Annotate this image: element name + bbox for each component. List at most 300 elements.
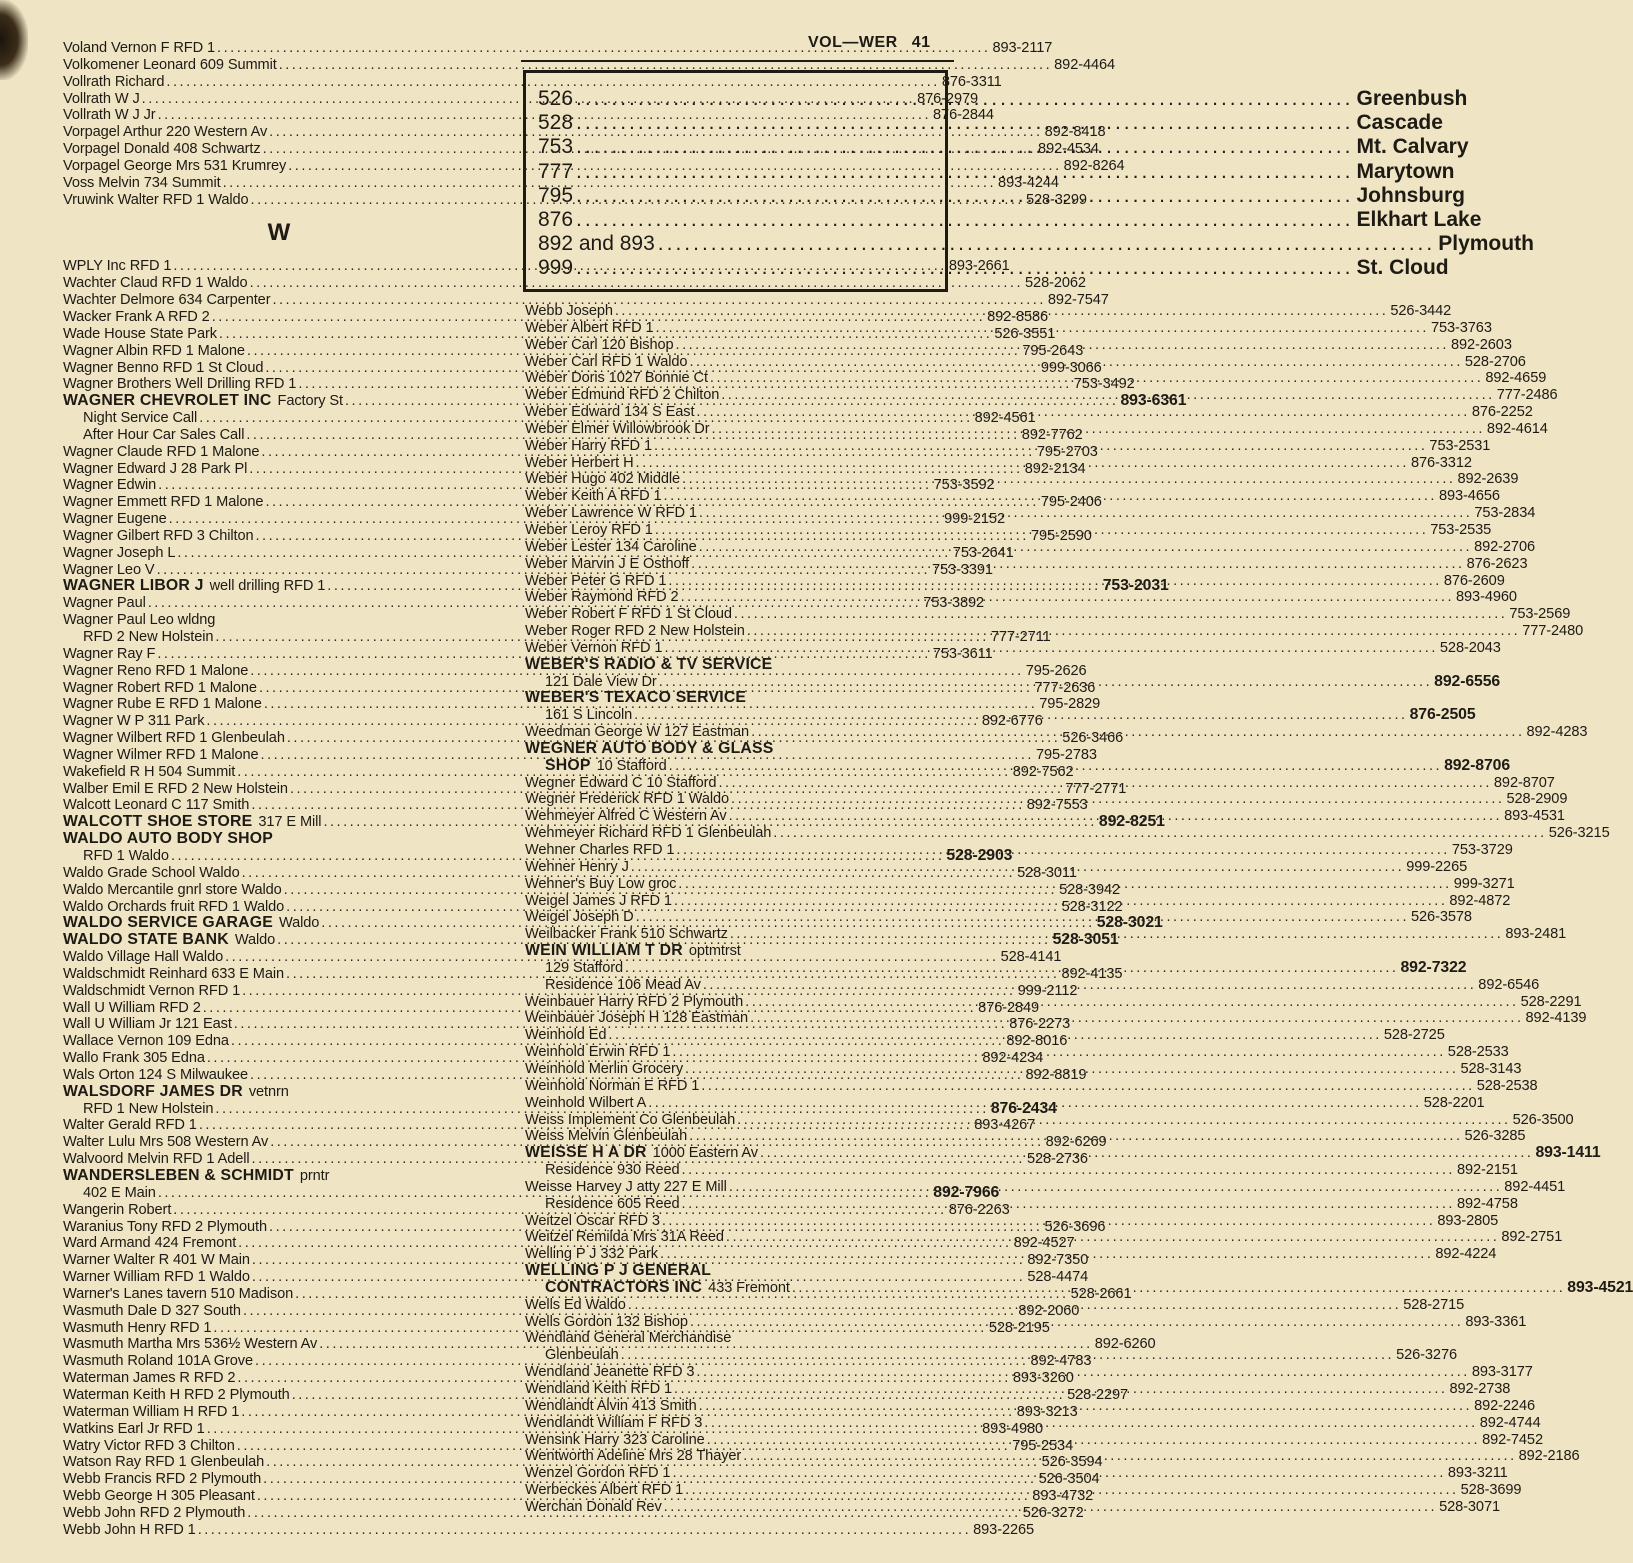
listing-phone: 892-7547: [1047, 292, 1109, 309]
leader-dots: [625, 960, 1398, 977]
listing-name: [63, 1168, 329, 1185]
leader-dots: [660, 1246, 1433, 1263]
listing-phone: 876-2505: [1409, 706, 1476, 724]
listing-phone: 528-2736: [1027, 1151, 1088, 1168]
listing-name: Weedman George W 127 Eastman: [525, 724, 750, 741]
leader-dots: [737, 1112, 1510, 1129]
leader-dots: [707, 1432, 1480, 1449]
listing-name: Wenzel Gordon RFD 1: [525, 1465, 671, 1482]
listing-name: Waldschmidt Vernon RFD 1: [63, 982, 241, 999]
leader-dots: [691, 556, 1464, 573]
leader-dots: [142, 91, 915, 108]
listing-name: WPLY Inc RFD 1: [63, 258, 172, 275]
listing-name: Wagner Joseph L: [63, 544, 176, 561]
listing-name: Wagner Emmett RFD 1 Malone: [63, 494, 264, 511]
listing-name: Wendlandt Alvin 413 Smith: [525, 1397, 697, 1414]
listing-name: Weber Peter G RFD 1: [525, 572, 667, 589]
listing-row: [525, 1077, 1538, 1095]
listing-name: Residence 605 Reed: [545, 1195, 680, 1212]
listing-business-name: SHOP: [545, 756, 591, 774]
leader-dots: [173, 258, 946, 275]
listing-name: Weber Lawrence W RFD 1: [525, 505, 697, 522]
listing-name: Warner William RFD 1 Waldo: [63, 1269, 250, 1286]
leader-dots: [636, 455, 1409, 472]
listing-phone: 876-3311: [941, 73, 1002, 90]
listing-detail: 317 E Mill: [258, 814, 322, 831]
leader-dots: [634, 707, 1407, 724]
listing-name: Warner Walter R 401 W Main: [63, 1252, 250, 1269]
listing-phone: 528-2725: [1383, 1027, 1445, 1044]
listing-phone: 892-8016: [1006, 1033, 1068, 1050]
listing-name: Wangerin Robert: [63, 1201, 172, 1218]
listing-phone: 892-8251: [1098, 813, 1165, 831]
listing-name: Waterman William H RFD 1: [63, 1403, 240, 1420]
listing-name: [525, 1280, 790, 1297]
listing-name: Waldo Grade School Waldo: [63, 864, 240, 881]
listing-phone: 876-3312: [1410, 454, 1472, 471]
listing-name: Walter Lulu Mrs 508 Western Av: [63, 1134, 269, 1151]
listing-name: Weber Carl 120 Bishop: [525, 336, 674, 353]
listing-name: Weber Doris 1027 Bonnie Ct: [525, 370, 708, 387]
listing-name: Weber Leroy RFD 1: [525, 521, 653, 538]
listing-business-name: WEGNER AUTO BODY & GLASS: [525, 739, 774, 757]
leader-dots: [689, 1128, 1462, 1145]
page-number: 41: [911, 34, 931, 51]
listing-name: 161 S Lincoln: [545, 707, 633, 724]
leader-dots: [655, 522, 1428, 539]
listing-phone: 777-2771: [1065, 780, 1127, 797]
listing-name: Residence 106 Mead Av: [545, 976, 701, 993]
listing-name: Weber Albert RFD 1: [525, 319, 654, 336]
exchange-place: Johnsburg: [1356, 183, 1465, 207]
listing-phone: 999-3271: [1453, 875, 1515, 892]
listing-phone: 528-3122: [1061, 898, 1123, 915]
listing-phone: 892-8706: [1444, 756, 1511, 774]
exchange-prefix: 777: [538, 159, 574, 183]
listing-phone: 753-3492: [1073, 376, 1135, 393]
listing-name: Watson Ray RFD 1 Glenbeulah: [63, 1454, 265, 1471]
exchange-place: Marytown: [1356, 159, 1455, 183]
listing-phone: 893-4960: [1456, 589, 1517, 606]
listing-name: Wasmuth Henry RFD 1: [63, 1319, 212, 1336]
listing-phone: 892-4614: [1486, 420, 1548, 437]
listing-phone: 528-2715: [1403, 1296, 1465, 1313]
listing-name: [525, 943, 741, 960]
listing-phone: 893-2481: [1505, 926, 1567, 943]
listing-phone: 528-3021: [1096, 914, 1163, 932]
leader-dots: [751, 724, 1524, 741]
listing-name: Wells Ed Waldo: [525, 1296, 626, 1313]
listing-business-name: WALDO STATE BANK: [63, 931, 229, 949]
leader-dots: [656, 320, 1429, 337]
listing-name: Wagner Gilbert RFD 3 Chilton: [63, 527, 254, 544]
listing-phone: 892-4659: [1485, 370, 1547, 387]
listing-name: Wals Orton 124 S Milwaukee: [63, 1066, 249, 1083]
listing-phone: 876-2609: [1443, 572, 1505, 589]
leader-dots: [729, 1179, 1502, 1196]
leader-dots: [731, 791, 1504, 808]
listing-phone: 526-3578: [1411, 909, 1472, 926]
listing-phone: 892-2151: [1456, 1162, 1518, 1179]
listing-detail: prntr: [299, 1168, 330, 1184]
listing-detail: Waldo: [278, 915, 320, 932]
leader-dots: [636, 909, 1409, 926]
listing-row: [63, 292, 1109, 309]
listing-name: [63, 393, 343, 410]
leader-dots: [760, 1145, 1533, 1162]
listing-phone: 876-2844: [933, 107, 994, 124]
leader-dots: [263, 141, 1036, 158]
listing-name: Wagner Rube E RFD 1 Malone: [63, 696, 262, 713]
listing-phone: 892-6546: [1478, 976, 1540, 993]
listing-name: Wagner Reno RFD 1 Malone: [63, 662, 249, 679]
listing-name: Wegner Frederick RFD 1 Waldo: [525, 791, 730, 808]
listing-name: [525, 741, 774, 758]
listing-name: [63, 831, 273, 848]
listing-row: [63, 124, 1106, 141]
listing-name: Wall U William RFD 2: [63, 999, 201, 1016]
listing-detail: well drilling RFD 1: [209, 578, 326, 595]
listing-name: Wehner's Buy Low groc: [525, 875, 677, 892]
listing-row: [63, 56, 1116, 74]
listing-name: Weilbacker Frank 510 Schwartz: [525, 926, 728, 943]
leader-dots: [682, 471, 1455, 488]
listing-phone: 528-2538: [1476, 1077, 1538, 1094]
listing-phone: 892-2603: [1450, 336, 1512, 353]
binding-edge: [0, 0, 28, 80]
listing-phone: 876-2979: [917, 90, 978, 107]
listing-phone: 753-2569: [1509, 606, 1571, 623]
listing-name: Webb John H RFD 1: [63, 1521, 196, 1538]
listing-name: Weinhold Wilbert A: [525, 1094, 647, 1111]
listing-phone: 528-3942: [1059, 881, 1120, 898]
listing-name: [525, 1145, 758, 1162]
listing-name: Vollrath W J Jr: [63, 107, 156, 124]
leader-dots: [166, 74, 939, 91]
listing-name: [63, 578, 325, 595]
listing-name: Vollrath Richard: [63, 73, 165, 90]
listing-phone: 528-2661: [1070, 1285, 1132, 1302]
listing-row: [525, 690, 953, 707]
listing-phone: 528-2297: [1067, 1386, 1129, 1403]
listing-phone: 892-4744: [1479, 1414, 1541, 1431]
listing-name: Wagner Albin RFD 1 Malone: [63, 342, 245, 359]
leader-dots: [279, 57, 1052, 74]
exchange-prefix: 753: [538, 135, 574, 159]
listing-row: [63, 1084, 495, 1101]
listing-phone: 526-3215: [1548, 825, 1610, 842]
listing-name: Weber Hugo 402 Middle: [525, 471, 681, 488]
listing-row: [63, 831, 495, 848]
listing-phone: 753-3763: [1430, 319, 1492, 336]
listing-phone: 892-7452: [1482, 1431, 1543, 1448]
listing-name: RFD 1 Waldo: [83, 847, 169, 864]
listing-name: Werchan Donald Rev: [525, 1498, 662, 1515]
listing-phone: 892-4561: [974, 410, 1036, 427]
listing-name: Weber Keith A RFD 1: [525, 488, 662, 505]
listing-phone: 528-2903: [946, 846, 1013, 864]
listing-phone: 876-2623: [1466, 555, 1528, 572]
listing-phone: 893-4267: [974, 1117, 1036, 1134]
listing-name: Wagner Benno RFD 1 St Cloud: [63, 359, 264, 376]
leader-dots: [773, 825, 1546, 842]
listing-phone: 893-2805: [1437, 1212, 1499, 1229]
leader-dots: [721, 387, 1494, 404]
leader-dots: [223, 175, 996, 192]
listing-name: Weiss Implement Co Glenbeulah: [525, 1111, 736, 1128]
listing-name: Glenbeulah: [545, 1347, 619, 1364]
listing-phone: 893-2265: [973, 1521, 1035, 1538]
listing-row: [63, 275, 1086, 292]
leader-dots: [703, 977, 1476, 994]
listing-name: Weisse Harvey J atty 227 E Mill: [525, 1178, 727, 1195]
leader-dots: [682, 1162, 1455, 1179]
listing-phone: 892-7553: [1026, 797, 1088, 814]
listing-phone: 795-2534: [1012, 1437, 1074, 1454]
listing-name: Vorpagel Arthur 220 Western Av: [63, 124, 268, 141]
listing-name: Weinhold Merlin Grocery: [525, 1060, 684, 1077]
listing-phone: 892-7562: [1012, 763, 1074, 780]
listing-phone: 892-7762: [1021, 426, 1083, 443]
listing-name: Wade House State Park: [63, 325, 217, 342]
listing-phone: 876-2849: [978, 999, 1040, 1016]
listing-name: Weber Raymond RFD 2: [525, 589, 679, 606]
leader-dots: [672, 1465, 1445, 1482]
listing-phone: 892-8264: [1063, 157, 1125, 174]
listing-name: Weinbauer Joseph H 128 Eastman: [525, 1010, 749, 1027]
listing-name: Warner's Lanes tavern 510 Madison: [63, 1285, 294, 1302]
listing-name: [63, 1084, 289, 1101]
listing-name: Wagner Wilmer RFD 1 Malone: [63, 746, 259, 763]
listing-phone: 892-4783: [1030, 1353, 1092, 1370]
listing-phone: 753-2031: [1102, 577, 1169, 595]
leader-dots: [750, 1010, 1523, 1027]
listing-phone: 753-2535: [1430, 521, 1492, 538]
listing-row: [63, 1521, 1035, 1539]
listing-phone: 892-2134: [1024, 460, 1086, 477]
leader-dots: [659, 674, 1432, 691]
leader-dots: [734, 606, 1507, 623]
listing-phone: 893-4980: [982, 1420, 1044, 1437]
exchange-prefix: 526: [538, 87, 574, 110]
listing-phone: 753-2641: [952, 544, 1014, 561]
listing-name: Wagner Ray F: [63, 645, 156, 662]
leader-dots: [681, 589, 1454, 606]
listing-phone: 795-2590: [1030, 527, 1092, 544]
listing-row: [63, 612, 495, 629]
leader-dots: [676, 842, 1449, 859]
listing-name: Wagner Paul: [63, 595, 146, 612]
listing-phone: 893-6361: [1120, 392, 1187, 410]
listing-name: Wentworth Adeline Mrs 28 Thayer: [525, 1448, 742, 1465]
leader-dots: [615, 303, 1388, 320]
listing-phone: 892-7350: [1027, 1252, 1089, 1269]
listing-name: Weber Roger RFD 2 New Holstein: [525, 623, 745, 640]
listing-name: Wehmeyer Richard RFD 1 Glenbeulah: [525, 825, 772, 842]
listing-phone: 892-8586: [987, 308, 1049, 325]
listing-name: Wagner Edward J 28 Park Pl: [63, 460, 248, 477]
listing-name: [525, 690, 746, 707]
listing-name: Weigel Joseph D: [525, 909, 634, 926]
listing-phone: 528-2909: [1506, 791, 1568, 808]
listing-phone: 526-3442: [1390, 303, 1452, 319]
leader-dots: [198, 1522, 971, 1539]
listing-name: [525, 657, 772, 674]
listing-phone: 876-2252: [1471, 404, 1533, 421]
leader-dots: [608, 1027, 1381, 1044]
listing-name: Weitzel Oscar RFD 3: [525, 1212, 660, 1229]
leader-dots: [251, 192, 1024, 209]
listing-name: Weber Vernon RFD 1: [525, 639, 663, 656]
exchange-place: St. Cloud: [1356, 256, 1449, 280]
listing-business-name: WEISSE H A DR: [525, 1144, 647, 1162]
listing-name: Volkomener Leonard 609 Summit: [63, 56, 277, 73]
listing-row: [63, 174, 1059, 192]
listing-phone: 892-2738: [1449, 1381, 1511, 1397]
leader-dots: [250, 275, 1023, 292]
listing-phone: 892-4464: [1054, 56, 1116, 73]
listing-name: 121 Dale View Dr: [545, 673, 657, 690]
listing-phone: 892-4224: [1435, 1246, 1497, 1263]
listing-phone: 892-6269: [1045, 1134, 1107, 1151]
listing-business-name: WALCOTT SHOE STORE: [63, 813, 253, 831]
leader-dots: [699, 539, 1472, 556]
listing-phone: 892-2060: [1018, 1302, 1080, 1319]
leader-dots: [269, 124, 1042, 141]
listing-phone: 753-3892: [923, 595, 985, 612]
listing-row: [63, 73, 1002, 91]
listing-name: Night Service Call: [83, 410, 198, 427]
listing-phone: 892-2186: [1518, 1448, 1580, 1465]
listing-phone: 528-2533: [1447, 1044, 1509, 1061]
listing-name: Wells Gordon 132 Bishop: [525, 1313, 688, 1330]
listing-name: Wagner Edwin: [63, 477, 157, 494]
listing-name: Wasmuth Roland 101A Grove: [63, 1353, 254, 1370]
leader-dots: [718, 775, 1491, 792]
listing-phone: 528-2291: [1520, 993, 1582, 1010]
listing-row: [525, 657, 953, 674]
leader-dots: [674, 893, 1447, 910]
listing-phone: 999-2152: [944, 511, 1005, 528]
listing-name: Waterman James R RFD 2: [63, 1370, 236, 1387]
listing-name: Webb Joseph: [525, 303, 613, 319]
listing-phone: 892-2706: [1474, 538, 1535, 555]
listing-phone: 893-4531: [1504, 808, 1565, 825]
listing-business-name: CONTRACTORS INC: [545, 1278, 703, 1296]
listing-row: [63, 1168, 495, 1185]
listing-phone: 892-8819: [1025, 1066, 1087, 1083]
listing-name: Waterman Keith H RFD 2 Plymouth: [63, 1386, 290, 1403]
listing-name: Wagner Eugene: [63, 511, 167, 528]
listing-name: Wehner Henry J: [525, 858, 629, 875]
listing-name: Residence 930 Reed: [545, 1162, 680, 1179]
listing-name: Wegner Edward C 10 Stafford: [525, 774, 717, 791]
leader-dots: [704, 1415, 1477, 1432]
header-range: VOL—WER: [808, 34, 898, 51]
listing-name: Weber Edmund RFD 2 Chilton: [525, 387, 720, 404]
listing-phone: 893-3361: [1465, 1313, 1527, 1330]
listing-name: Walber Emil E RFD 2 New Holstein: [63, 780, 288, 797]
listing-name: Wallo Frank 305 Edna: [63, 1050, 205, 1067]
listing-name: Waldschmidt Reinhard 633 E Main: [63, 965, 285, 982]
listing-business-name: WEBER'S TEXACO SERVICE: [525, 689, 747, 707]
listing-phone: 753-3611: [932, 645, 993, 662]
listing-name: Wendlandt William F RFD 3: [525, 1414, 703, 1431]
listing-phone: 753-3391: [932, 561, 993, 578]
leader-dots: [685, 1482, 1458, 1499]
listing-name: Wacker Frank A RFD 2: [63, 308, 210, 325]
leader-dots: [669, 758, 1442, 775]
listing-name: 129 Stafford: [545, 959, 624, 976]
listing-business-name: WALSDORF JAMES DR: [63, 1082, 243, 1100]
listing-phone: 526-3285: [1464, 1128, 1526, 1145]
listing-phone: 892-4283: [1526, 724, 1588, 741]
leader-dots: [792, 1280, 1565, 1297]
leader-dots: [654, 438, 1427, 455]
listing-name: RFD 2 New Holstein: [83, 629, 214, 645]
listing-business-name: WEIN WILLIAM T DR: [525, 942, 683, 960]
leader-dots: [699, 1398, 1472, 1415]
listing-name: Wagner Robert RFD 1 Malone: [63, 679, 257, 696]
listing-name: Weinhold Norman E RFD 1: [525, 1077, 700, 1094]
listing-name: Wachter Delmore 634 Carpenter: [63, 292, 271, 309]
listing-phone: 777-2486: [1496, 387, 1558, 404]
listing-phone: 892-4451: [1504, 1178, 1566, 1195]
exchange-code-row: [538, 207, 1482, 232]
exchange-place: Cascade: [1356, 111, 1443, 135]
listing-phone: 528-2043: [1439, 639, 1501, 656]
listing-name: Weber Marvin J E Osthoff: [525, 555, 690, 572]
listing-name: Weber Robert F RFD 1 St Cloud: [525, 606, 732, 623]
listing-phone: 892-6776: [981, 713, 1043, 730]
listing-phone: 795-2626: [1025, 662, 1087, 679]
listing-phone: 892-4139: [1525, 1010, 1587, 1027]
listing-row: [525, 741, 953, 758]
listing-phone: 892-4872: [1449, 892, 1511, 909]
listing-name: Vruwink Walter RFD 1 Waldo: [63, 191, 249, 208]
leader-dots: [664, 1499, 1437, 1516]
listing-detail: 1000 Eastern Av: [652, 1145, 759, 1162]
listing-phone: 528-4474: [1027, 1269, 1089, 1286]
listing-name: Weitzel Remilda Mrs 31A Reed: [525, 1229, 724, 1246]
listing-name: [63, 915, 319, 932]
listing-name: Wagner Leo V: [63, 561, 155, 578]
listing-phone: 795-2643: [1022, 342, 1084, 359]
leader-dots: [682, 1196, 1455, 1213]
listing-name: Wehmeyer Alfred C Western Av: [525, 808, 727, 825]
listing-phone: 528-3071: [1439, 1498, 1500, 1515]
listing-business-name: WALDO AUTO BODY SHOP: [63, 830, 273, 848]
leader-dots: [711, 421, 1484, 438]
listing-name: [63, 814, 321, 831]
listing-phone: 893-2117: [992, 40, 1053, 56]
listing-phone: 892-4534: [1038, 141, 1099, 158]
listing-phone: 528-3143: [1460, 1060, 1522, 1077]
listing-phone: 795-2703: [1036, 443, 1098, 460]
listing-name: Webb Francis RFD 2 Plymouth: [63, 1471, 262, 1488]
leader-dots: [621, 1347, 1394, 1364]
listing-phone: 892-7966: [933, 1183, 1000, 1201]
leader-dots: [678, 876, 1451, 893]
listing-name: Wakefield R H 504 Summit: [63, 763, 236, 780]
listing-name: Waranius Tony RFD 2 Plymouth: [63, 1218, 268, 1235]
listing-business-name: WELLING P J GENERAL: [525, 1262, 712, 1280]
listing-phone: 892-8418: [1044, 124, 1106, 141]
listing-name: 402 E Main: [83, 1184, 156, 1201]
leader-dots: [701, 1078, 1474, 1095]
exchange-prefix: 892 and 893: [538, 232, 655, 256]
listing-phone: 876-2263: [948, 1201, 1010, 1218]
